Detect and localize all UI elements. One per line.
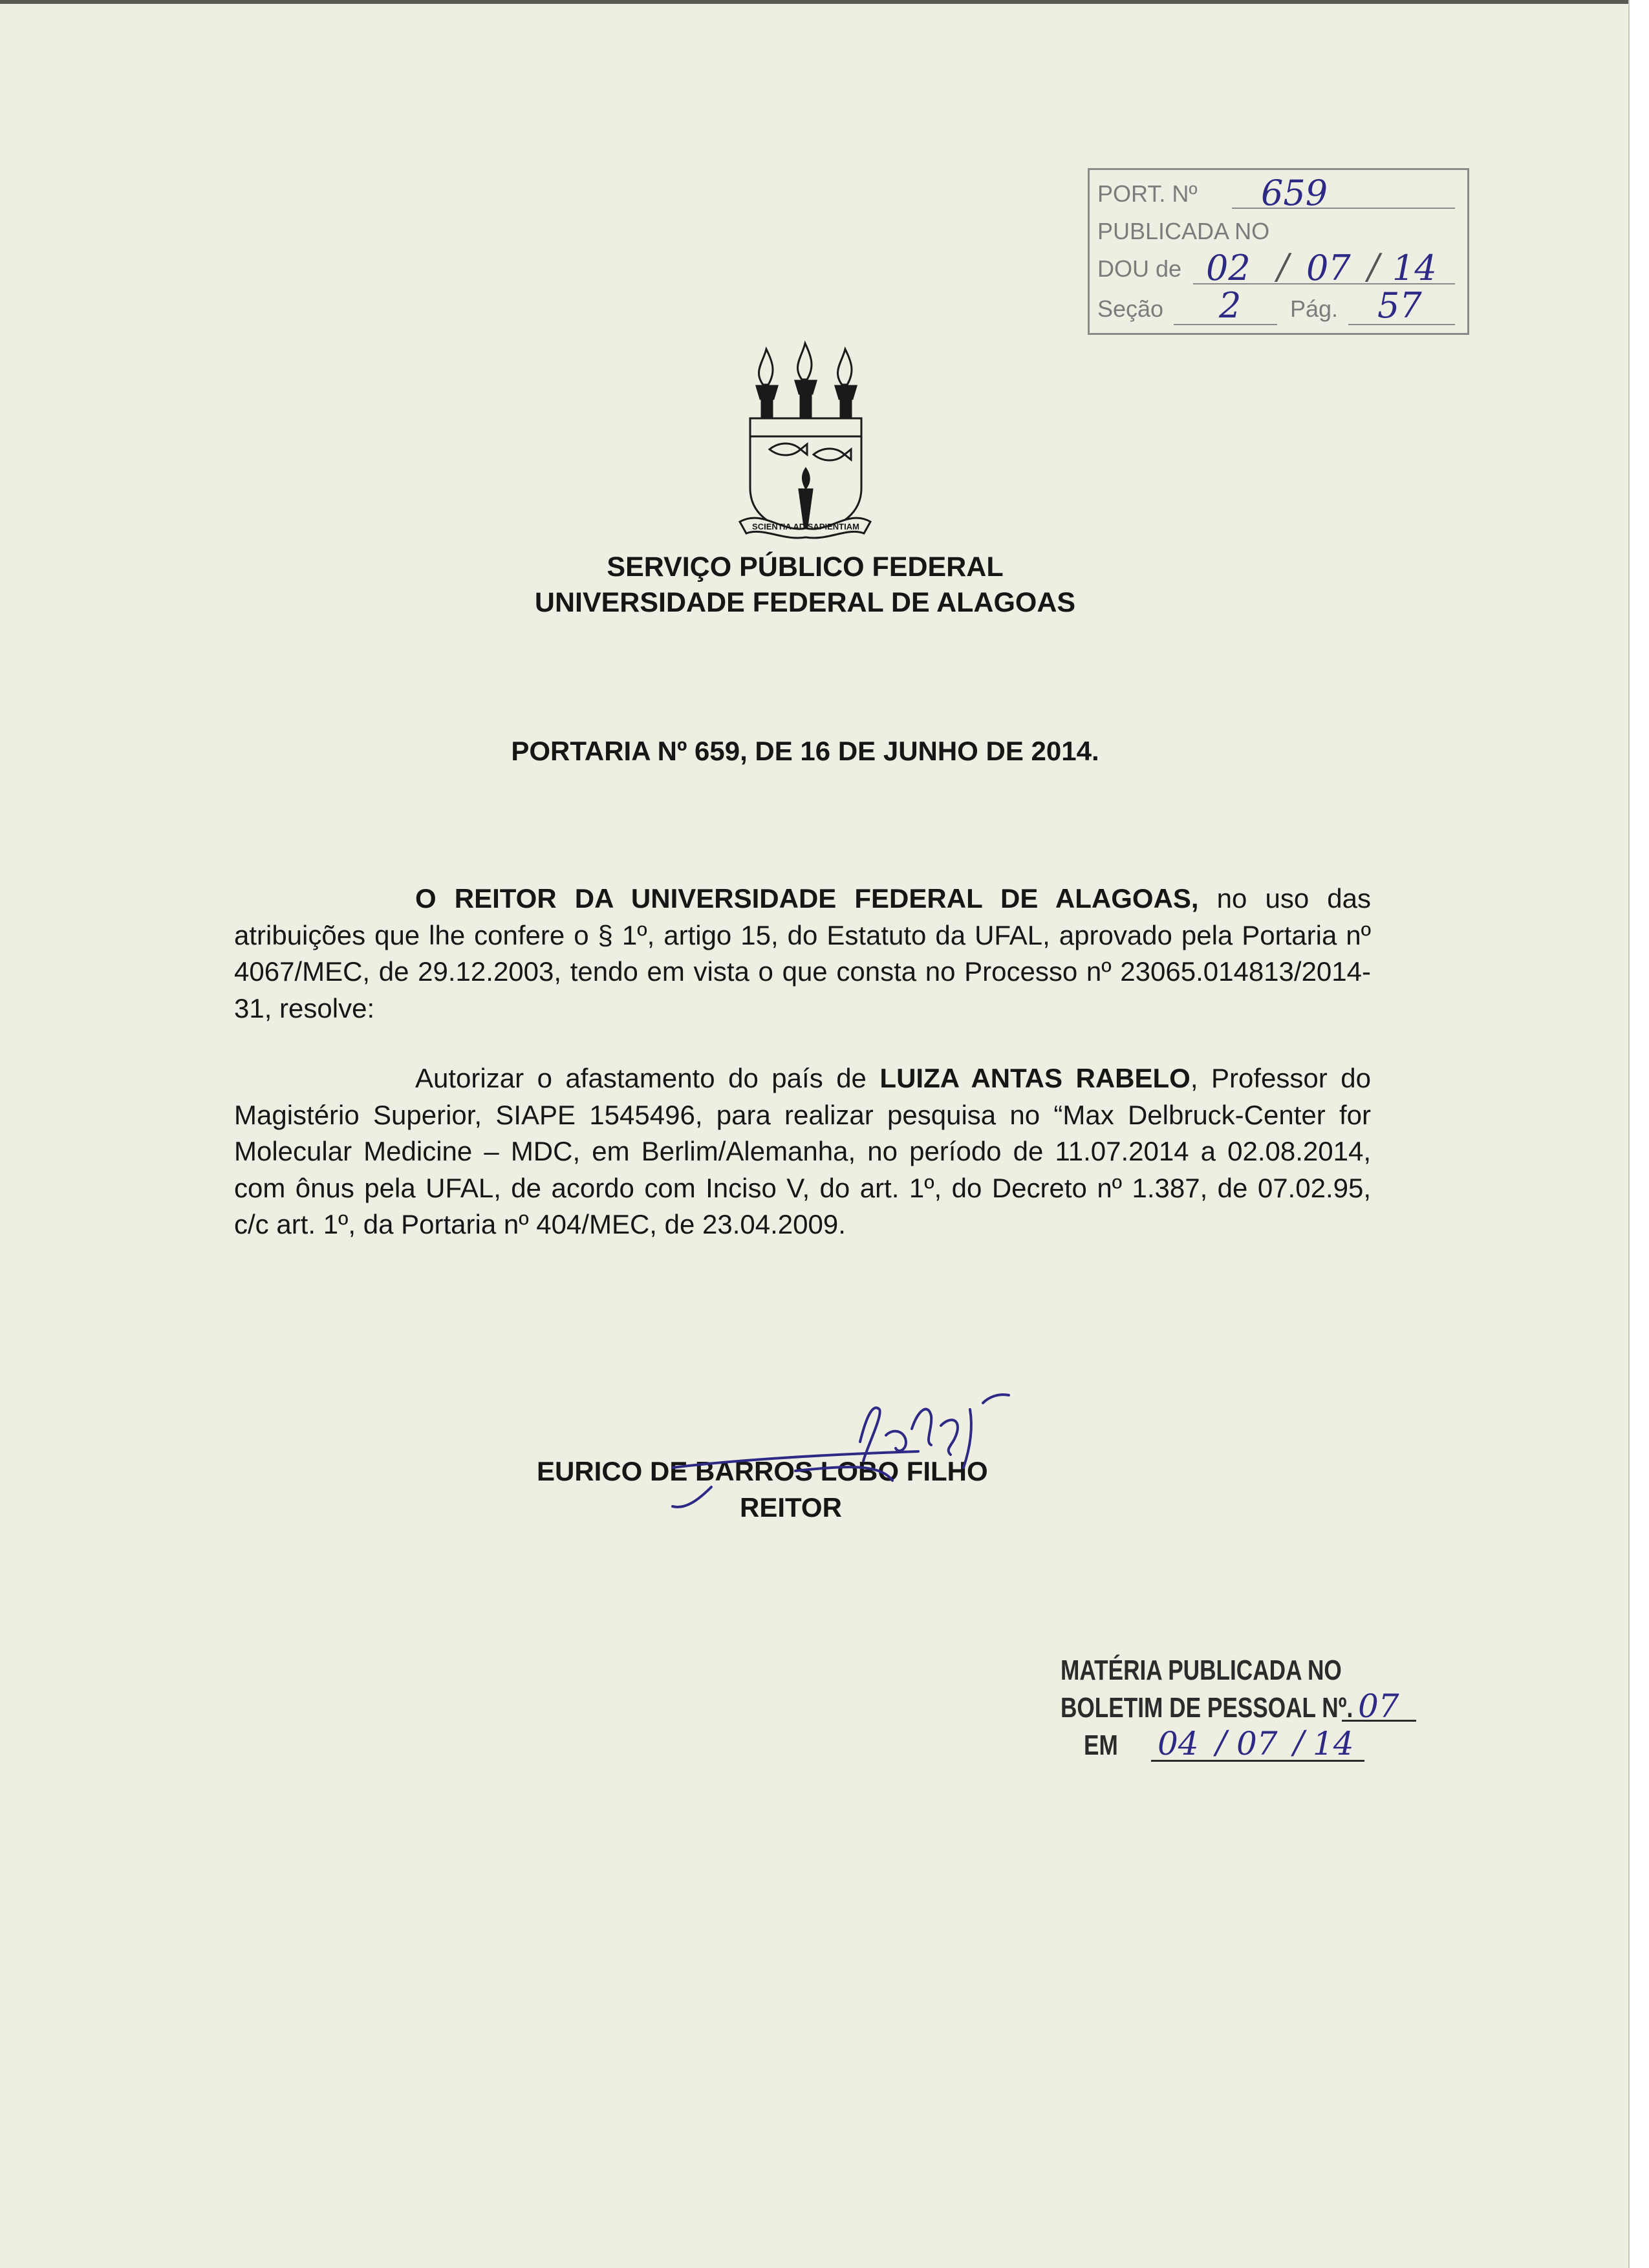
header-line-1: SERVIÇO PÚBLICO FEDERAL	[607, 551, 1004, 583]
scan-top-edge	[0, 0, 1649, 4]
boletim-date-day: 04	[1158, 1725, 1199, 1762]
stamp-port-row	[1097, 175, 1198, 213]
resolution-text-before: Autorizar o afastamento do país de	[415, 1063, 880, 1093]
boletim-date-slash-2: /	[1293, 1724, 1304, 1761]
stamp-dou-row	[1097, 250, 1181, 288]
preamble-bold: O REITOR DA UNIVERSIDADE FEDERAL DE ALAGOAS,	[415, 883, 1199, 914]
portaria-title: PORTARIA Nº 659, DE 16 DE JUNHO DE 2014.	[511, 736, 1099, 766]
boletim-line-2	[1061, 1689, 1353, 1727]
resolution-bold-name: LUIZA ANTAS RABELO	[879, 1063, 1191, 1093]
boletim-date-year: 14	[1313, 1725, 1354, 1762]
stamp-port-value: 659	[1261, 173, 1328, 213]
header-line-2: UNIVERSIDADE FEDERAL DE ALAGOAS	[534, 587, 1076, 618]
stamp-secao-row	[1097, 290, 1163, 328]
stamp-dou-month: 07	[1306, 248, 1351, 288]
stamp-port-label: PORT. Nº	[1097, 180, 1198, 207]
ufal-crest-icon	[737, 339, 873, 540]
handwritten-signature	[647, 1390, 1086, 1526]
signatory-role: REITOR	[740, 1492, 842, 1523]
paragraph-resolution	[234, 1060, 1371, 1243]
stamp-dou-slash-1: /	[1277, 246, 1289, 287]
boletim-date-month: 07	[1236, 1725, 1278, 1762]
boletim-label: BOLETIM DE PESSOAL Nº.	[1061, 1692, 1353, 1724]
boletim-number-value: 07	[1358, 1687, 1399, 1725]
boletim-line-3	[1084, 1727, 1118, 1764]
signatory-name: EURICO DE BARROS LOBO FILHO	[537, 1456, 988, 1486]
stamp-pag-value: 57	[1377, 285, 1422, 326]
stamp-pag-row	[1290, 290, 1338, 328]
stamp-publicada-label: PUBLICADA NO	[1097, 218, 1270, 244]
boletim-line-1: MATÉRIA PUBLICADA NO	[1061, 1654, 1342, 1686]
boletim-em-label: EM	[1084, 1729, 1118, 1761]
stamp-dou-year: 14	[1392, 248, 1437, 288]
stamp-dou-label: DOU de	[1097, 255, 1182, 282]
stamp-pag-label: Pág.	[1290, 295, 1339, 322]
stamp-secao-label: Seção	[1097, 295, 1164, 322]
boletim-date-slash-1: /	[1216, 1724, 1227, 1761]
stamp-secao-value: 2	[1219, 285, 1242, 326]
stamp-dou-slash-2: /	[1368, 246, 1380, 287]
stamp-publicada-row	[1097, 213, 1269, 250]
dou-publication-stamp	[1088, 168, 1469, 335]
crest-motto: SCIENTIA AD SAPIENTIAM	[752, 522, 859, 531]
stamp-dou-day: 02	[1206, 248, 1251, 288]
resolution-text-after: , Professor do Magistério Superior, SIAPE 1545496, para realizar pesquisa no “Max Delbruck-Center for Molecular Medicine – MDC, em Berlim/Alemanha, no período de 11.07.2014 a 02.08.2014, com ônus pela UFAL, de acordo com Inciso V, do art. 1º, do Decreto nº 1.387, de 07.02.95, c/c art. 1º, da Portaria nº 404/MEC, de 23.04.2009.	[234, 1063, 1371, 1239]
preamble-text: no uso das atribuições que lhe confere o § 1º, artigo 15, do Estatuto da UFAL, aprovado pela Portaria nº 4067/MEC, de 29.12.2003, tendo em vista o que consta no Processo nº 23065.014813/2014-31, resolve:	[234, 883, 1371, 1023]
paragraph-preamble	[234, 881, 1371, 1027]
scan-right-margin	[1630, 0, 1649, 2268]
